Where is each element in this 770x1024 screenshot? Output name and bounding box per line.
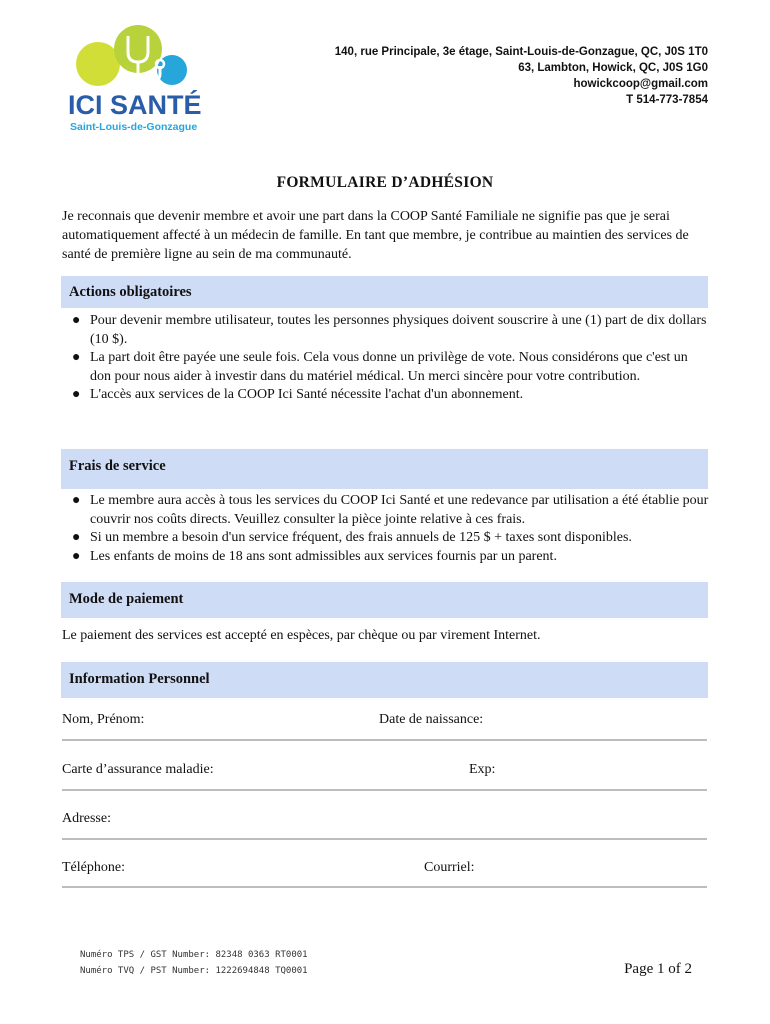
adresse-label: Adresse: [62,811,111,826]
list-item: ● L'accès aux services de la COOP Ici Santé nécessite l'achat d'un abonnement. [72,386,712,405]
svg-text:ICI SANTÉ: ICI SANTÉ [68,90,202,120]
section-heading-actions: Actions obligatoires [61,276,708,308]
bullet-icon: ● [72,350,81,365]
bullet-icon: ● [72,530,81,545]
nom-field-line[interactable] [62,739,707,741]
footer-tps: Numéro TPS / GST Number: 82348 0363 RT0001 [80,950,308,960]
bullet-icon: ● [72,387,81,402]
list-item: ● La part doit être payée une seule fois. Cela vous donne un privilège de vote. Nous considérons que c'est un don pour nous aider à investir dans du matériel médical. Un merci sincère pour votre contribution. [72,350,688,384]
address-phone: T 514-773-7854 [626,94,708,106]
adresse-field-line[interactable] [62,838,707,840]
exp-label: Exp: [469,762,496,777]
actions-list [62,312,712,405]
address-line-2: 63, Lambton, Howick, QC, J0S 1G0 [518,62,708,74]
intro-paragraph: Je reconnais que devenir membre et avoir une part dans la COOP Santé Familiale ne signifie pas que je serai automatiquement affecté à un médecin de famille. En tant que membre, je contribue au maintien des services de santé de première ligne au sein de ma communauté. [62,209,689,262]
frais-list [62,492,712,566]
carte-field-line[interactable] [62,789,707,791]
telephone-field-line[interactable] [62,886,707,888]
list-item: ● Si un membre a besoin d'un service fréquent, des frais annuels de 125 $ + taxes sont disponibles. [72,529,712,548]
list-item: ● Les enfants de moins de 18 ans sont admissibles aux services fournis par un parent. [72,548,712,567]
courriel-label: Courriel: [424,860,475,875]
bullet-icon: ● [72,313,81,328]
section-heading-paiement: Mode de paiement [61,582,708,618]
form-title: FORMULAIRE D’ADHÉSION [276,174,494,191]
ici-sante-logo [64,22,204,134]
header-address [335,44,708,108]
logo-graphic [64,22,204,134]
paiement-text: Le paiement des services est accepté en espèces, par chèque ou par virement Internet. [62,628,541,643]
section-heading-frais: Frais de service [61,449,708,489]
footer-tvq: Numéro TVQ / PST Number: 1222694848 TQ0001 [80,966,308,976]
address-line-1: 140, rue Principale, 3e étage, Saint-Louis-de-Gonzague, QC, J0S 1T0 [334,46,708,58]
bullet-icon: ● [72,493,81,508]
svg-text:Saint-Louis-de-Gonzague: Saint-Louis-de-Gonzague [70,121,198,133]
telephone-label: Téléphone: [62,860,125,875]
list-item: ● Le membre aura accès à tous les services du COOP Ici Santé et une redevance par utilisation a été établie pour couvrir nos coûts directs. Veuillez consulter la pièce jointe relative à ces frais. [72,493,709,527]
address-email: howickcoop@gmail.com [573,78,708,90]
carte-label: Carte d’assurance maladie: [62,762,214,777]
list-item: ● Pour devenir membre utilisateur, toutes les personnes physiques doivent souscrire à une (1) part de dix dollars (10 $). [72,313,707,347]
naissance-label: Date de naissance: [379,712,484,727]
nom-label: Nom, Prénom: [62,712,145,727]
page-number: Page 1 of 2 [624,961,692,977]
section-heading-info: Information Personnel [61,662,708,698]
bullet-icon: ● [72,548,81,564]
